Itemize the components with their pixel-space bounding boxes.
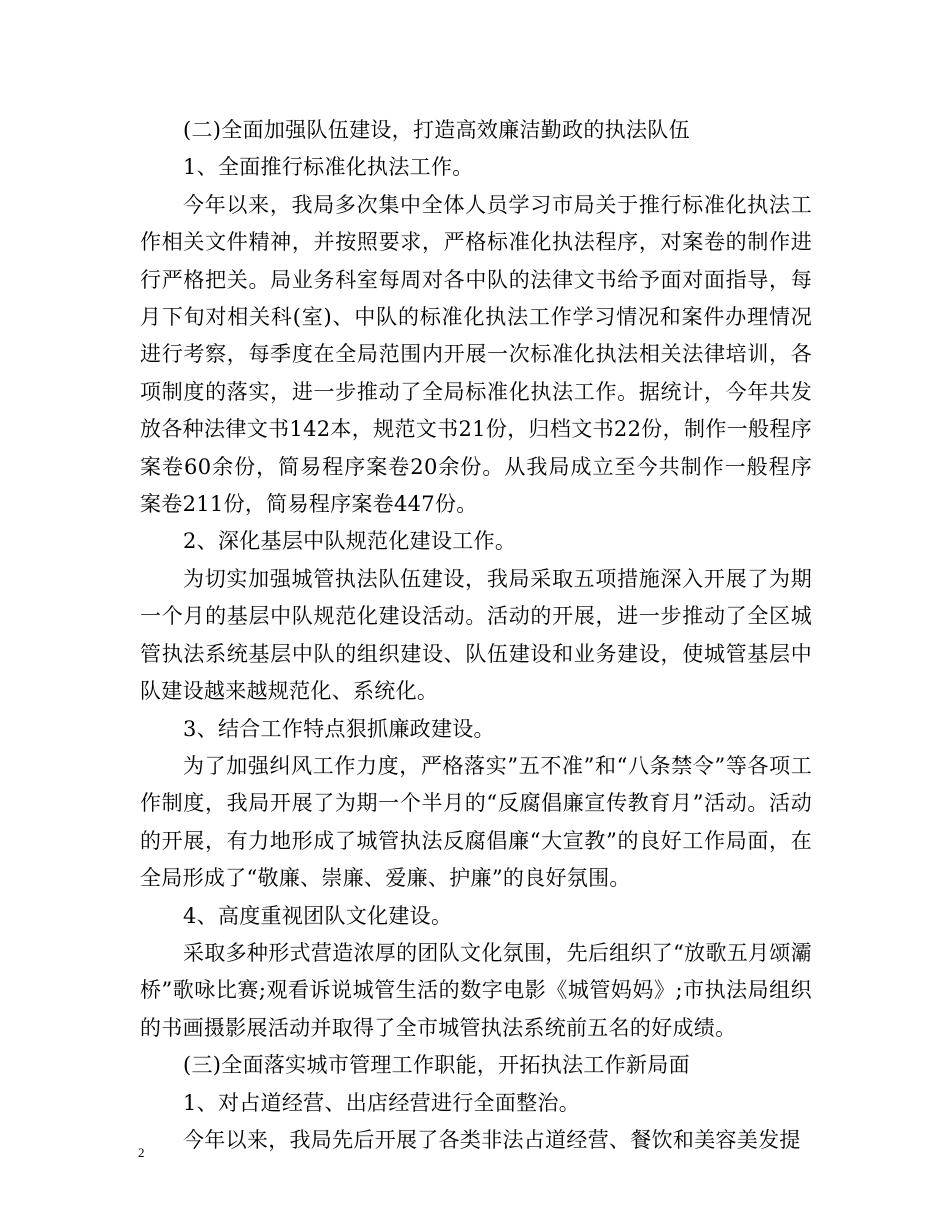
section-heading-3: (三)全面落实城市管理工作职能，开拓执法工作新局面	[183, 1053, 690, 1078]
subheading-2: 2、深化基层中队规范化建设工作。	[183, 529, 517, 554]
body-paragraph: 今年以来，我局多次集中全体人员学习市局关于推行标准化执法工作相关文件精神，并按照要求，严格标准化执法程序，对案卷的制作进行严格把关。局业务科室每周对各中队的法律文书给予面对面指导，每月下旬对相关科(室)、中队的标准化执法工作学习情况和案件办理情况进行考察，每季度在全局范围内开展一次标准化执法相关法律培训，各项制度的落实，进一步推动了全局标准化执法工作。据统计，今年共发放各种法律文书142本，规范文书21份，归档文书22份，制作一般程序案卷60余份，简易程序案卷20余份。从我局成立至今共制作一般程序案卷211份，简易程序案卷447份。	[140, 192, 812, 517]
section-heading-2: (二)全面加强队伍建设，打造高效廉洁勤政的执法队伍	[183, 118, 690, 142]
subheading-4: 4、高度重视团队文化建设。	[183, 903, 453, 928]
body-paragraph: 为切实加强城管执法队伍建设，我局采取五项措施深入开展了为期一个月的基层中队规范化建设活动。活动的开展，进一步推动了全区城管执法系统基层中队的组织建设、队伍建设和业务建设，使城管基层中队建设越来越规范化、系统化。	[140, 566, 812, 704]
subheading-1: 1、对占道经营、出店经营进行全面整治。	[183, 1090, 581, 1115]
subheading-3: 3、结合工作特点狠抓廉政建设。	[183, 716, 495, 741]
body-paragraph: 为了加强纠风工作力度，严格落实”五不准”和“八条禁令”等各项工作制度，我局开展了为期一个半月的“反腐倡廉宣传教育月”活动。活动的开展，有力地形成了城管执法反腐倡廉“大宣教”的良好工作局面，在全局形成了“敬廉、崇廉、爱廉、护廉”的良好氛围。	[140, 753, 812, 891]
document-body	[140, 112, 812, 1159]
subheading-1: 1、全面推行标准化执法工作。	[183, 155, 474, 180]
body-paragraph: 采取多种形式营造浓厚的团队文化氛围，先后组织了“放歌五月颂灞桥”歌咏比赛;观看诉说城管生活的数字电影《城管妈妈》;市执法局组织的书画摄影展活动并取得了全市城管执法系统前五名的好成绩。	[140, 940, 812, 1040]
page-number: 2	[138, 1145, 145, 1160]
body-paragraph: 今年以来，我局先后开展了各类非法占道经营、餐饮和美容美发提	[183, 1127, 801, 1152]
